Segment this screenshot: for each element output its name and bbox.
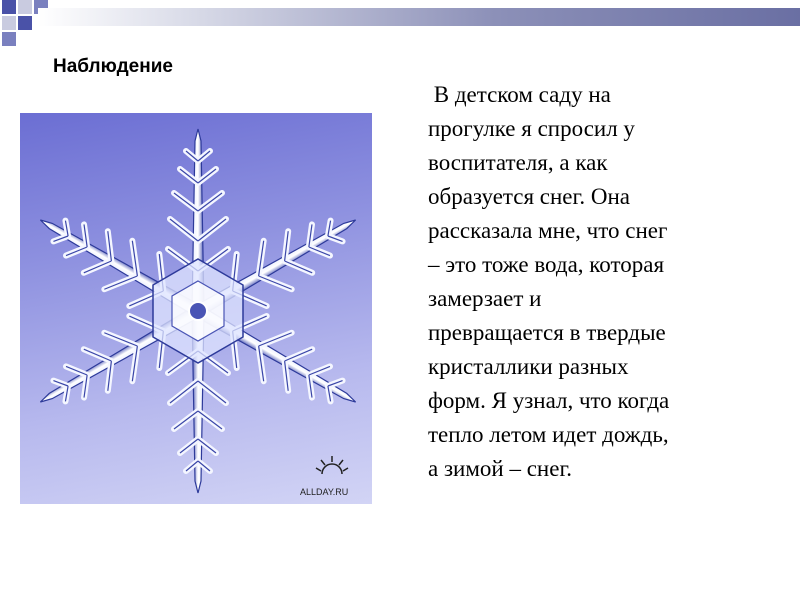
square-dark (2, 0, 16, 14)
square-dark (18, 16, 32, 30)
slide-title: Наблюдение (53, 56, 173, 77)
body-line: рассказала мне, что снег (428, 218, 668, 243)
square-light (18, 0, 32, 14)
body-line: прогулке я спросил у (428, 116, 635, 141)
body-paragraph (428, 78, 773, 486)
watermark-text: ALLDAY.RU (300, 487, 349, 497)
sun-logo-icon (316, 456, 348, 474)
snowflake-photo (20, 113, 372, 504)
body-line: превращается в твердые (428, 320, 666, 345)
body-line: а зимой – снег. (428, 456, 573, 481)
body-line: – это тоже вода, которая (428, 252, 665, 277)
square-light (2, 16, 16, 30)
body-line: воспитателя, а как (428, 150, 608, 175)
body-line: форм. Я узнал, что когда (428, 388, 670, 413)
body-line: тепло летом идет дождь, (428, 422, 669, 447)
body-line: кристаллики разных (428, 354, 629, 379)
body-line: образуется снег. Она (428, 184, 630, 209)
body-line: замерзает и (428, 286, 542, 311)
snowflake-icon (20, 113, 372, 504)
square-light (2, 32, 16, 46)
body-line: В детском саду на (428, 82, 611, 107)
header-bar (38, 8, 800, 26)
